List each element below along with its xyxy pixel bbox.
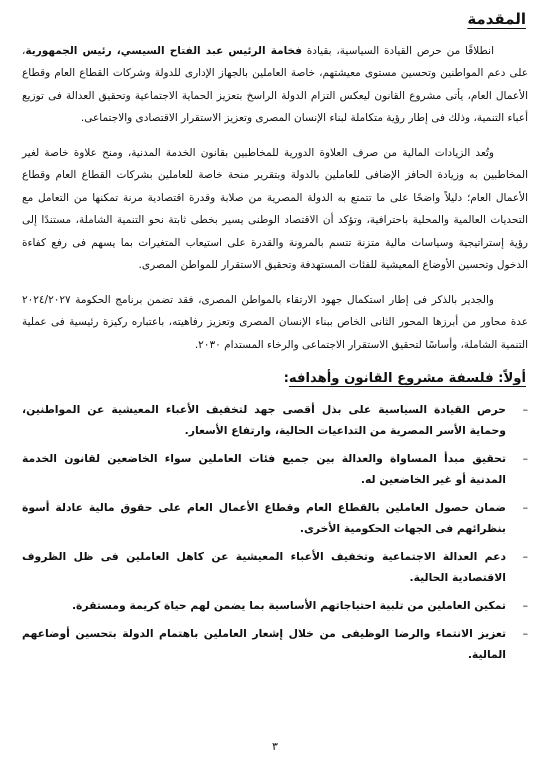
list-item (22, 546, 528, 588)
section-heading (22, 370, 526, 387)
section-heading-text (289, 371, 526, 386)
list-item (22, 497, 528, 539)
intro-paragraph-1-lead: انطلاقًا من حرص القيادة السياسية، بقيادة (301, 44, 494, 57)
bullet-dash-icon: – (522, 599, 528, 613)
list-item-text: ضمان حصول العاملين بالقطاع العام وقطاع الأعمال العام على حقوق مالية عادلة أسوة بنظرائهم فى الجهات الحكومية الأخرى. (22, 501, 506, 536)
list-item (22, 448, 528, 490)
list-item-text: تمكين العاملين من تلبية احتياجاتهم الأساسية بما يضمن لهم حياة كريمة ومستقرة. (71, 599, 506, 613)
bullet-dash-icon: – (522, 403, 528, 417)
page-number: ٣ (272, 740, 278, 753)
list-item (22, 623, 528, 665)
intro-paragraph-1 (22, 40, 528, 130)
list-item-text: تعزيز الانتماء والرضا الوظيفى من خلال إشعار العاملين باهتمام الدولة بتحسين أوضاعهم المالية. (22, 627, 506, 662)
list-item-text: دعم العدالة الاجتماعية وتخفيف الأعباء المعيشية عن كاهل العاملين فى ظل الظروف الاقتصادية الحالية. (22, 550, 506, 585)
list-item (22, 595, 528, 616)
bullet-dash-icon: – (522, 501, 528, 515)
list-item-text: حرص القيادة السياسية على بذل أقصى جهد لتخفيف الأعباء المعيشية عن المواطنين، وحماية الأسر المصرية من التداعيات الحالية، وارتفاع الأسعار. (22, 403, 506, 438)
bullet-dash-icon: – (522, 452, 528, 466)
document-title: المقدمة (467, 10, 526, 28)
list-item (22, 399, 528, 441)
intro-paragraph-1-body: ، على دعم المواطنين وتحسين مستوى معيشتهم، خاصة العاملين بالجهاز الإدارى للدولة وشركات القطاع العام وقطاع الأعمال العام، يأتى مشروع القانون ليعكس التزام الدولة الراسخ بتعزيز الحماية الاجتماعية وتحقيق العدالة فى توزيع أعباء التنمية، وذلك فى إطار رؤية متكاملة لبناء الإنسان المصرى وتعزيز الاستقرار الاقتصادى والاجتماعى. (22, 44, 528, 124)
bullet-dash-icon: – (522, 550, 528, 564)
objectives-list (22, 399, 528, 665)
president-title: فخامة الرئيس عبد الفتاح السيسي، رئيس الجمهورية (25, 44, 302, 57)
intro-paragraph-2: وتُعد الزيادات المالية من صرف العلاوة الدورية للمخاطبين بقانون الخدمة المدنية، ومنح علاوة خاصة لغير المخاطبين به وزيادة الحافز الإضافى للعاملين بالدولة وبتقرير منحة خاصة للعاملين بشركات القطاع العام وقطاع الأعمال العام؛ دليلاً واضحًا على ما تتمتع به الدولة المصرية من صلابة وقدرة اقتصادية مرنة تمكنها من التعامل مع التحديات العالمية والمحلية باحترافية، وتؤكد أن الاقتصاد الوطنى يسير بخطى ثابتة نحو التنمية الشاملة، مستندًا إلى رؤية إستراتيجية وسياسات مالية متزنة تتسم بالمرونة والقدرة على استيعاب المتغيرات بما يسهم فى رفع كفاءة الدخول وتحسين الأوضاع المعيشية للفئات المستهدفة وتحقيق الاستقرار للمواطن المصرى. (22, 146, 528, 271)
section-heading-title: فلسفة مشروع القانون وأهدافه (288, 371, 494, 386)
bullet-dash-icon: – (522, 627, 528, 641)
list-item-text: تحقيق مبدأ المساواة والعدالة بين جميع فئات العاملين سواء الخاضعين لقانون الخدمة المدنية أو غير الخاضعين له. (22, 452, 506, 487)
section-heading-prefix: أولاً: (493, 371, 526, 386)
intro-paragraph-3: والجدير بالذكر فى إطار استكمال جهود الارتقاء بالمواطن المصرى، فقد تضمن برنامج الحكومة ٢٠٢٤/٢٠٢٧ عدة محاور من أبرزها المحور الثانى الخاص ببناء الإنسان المصرى وتعزيز رفاهيته، باعتباره ركيزة رئيسية فى عملية التنمية الشاملة، وأساسًا لتحقيق الاستقرار الاجتماعى والرخاء المستدام ٢٠٣٠. (22, 293, 528, 351)
section-heading-colon: : (283, 371, 289, 386)
